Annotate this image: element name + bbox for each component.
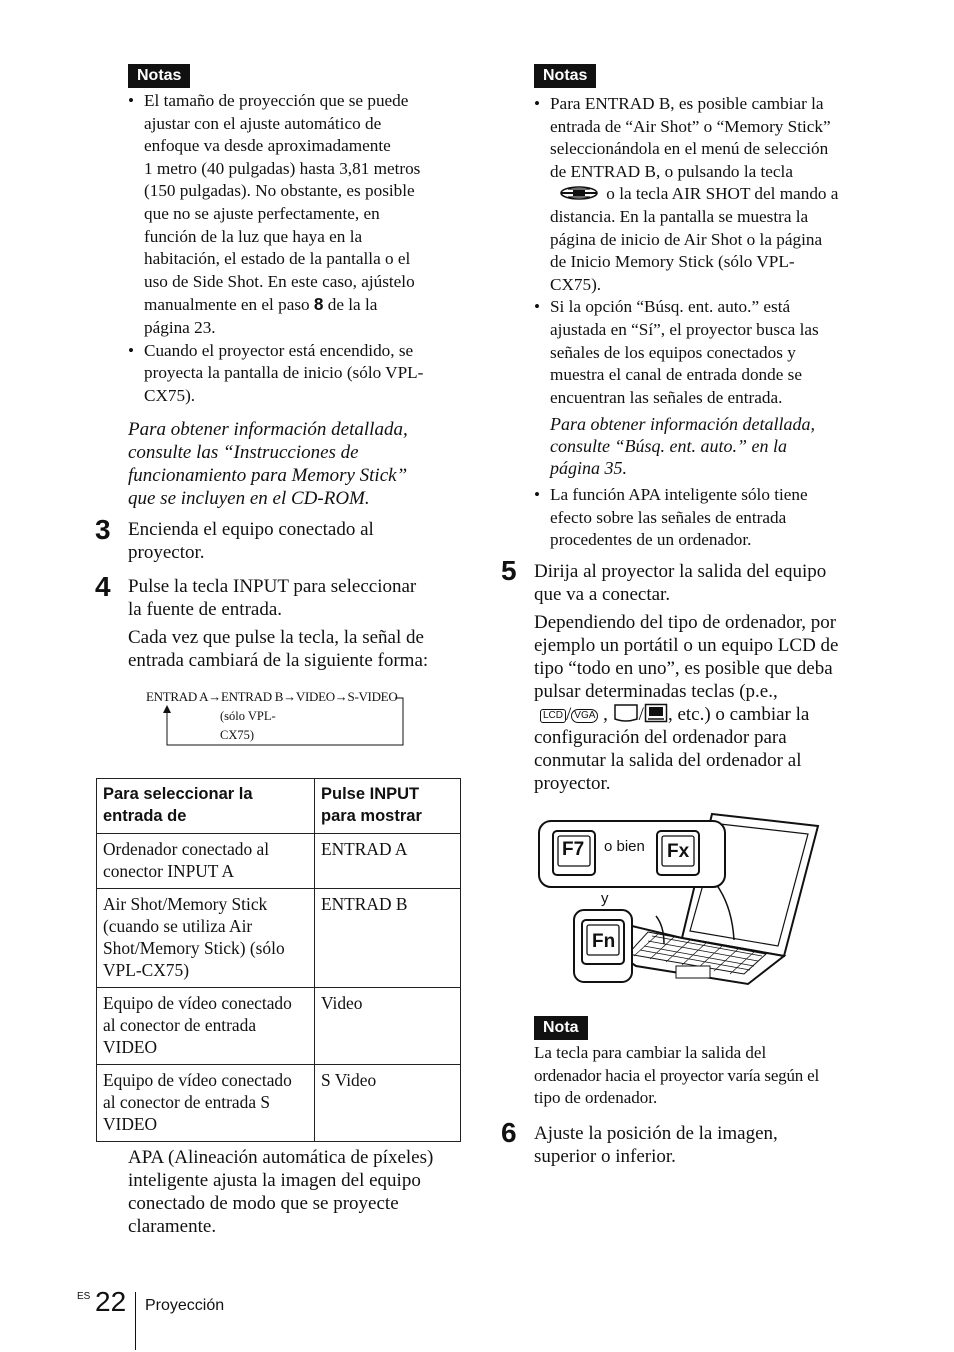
step-3-number: 3 (95, 514, 111, 545)
table-cell: ENTRAD B (315, 889, 461, 988)
step-reference-number: 8 (313, 294, 324, 315)
step-5-text: Dirija al proyector la salida del equipo que va a conectar. (534, 561, 827, 605)
note-item: • Para ENTRAD B, es posible cambiar la entrada de “Air Shot” o “Memory Stick” seleccionándola en el menú de selección de ENTRAD B, o pulsando la tecla o la tecla AIR SHOT del mando a distancia. En la pantalla se muestra la página de inicio de Air Shot o la página de Inicio Memory Stick (sólo VPL- CX75). (534, 93, 874, 296)
vga-key-icon: VGA (571, 709, 598, 723)
step-4-number: 4 (95, 571, 111, 602)
table-cell: Air Shot/Memory Stick (cuando se utiliza Air Shot/Memory Stick) (sólo VPL-CX75) (97, 889, 315, 988)
laptop-illustration (536, 806, 826, 988)
laptop-keys-illustration (536, 806, 826, 988)
cycle-return-arrow (146, 689, 416, 749)
notes-list-right (534, 93, 874, 409)
footer-divider (135, 1292, 136, 1350)
input-cycle-sequence: ENTRAD A→ENTRAD B→VIDEO→S-VIDEO (146, 689, 398, 704)
laptop-screen-icon (644, 704, 668, 725)
step-6-number: 6 (501, 1117, 517, 1148)
lcd-key-icon: LCD (540, 709, 566, 723)
note-item: • El tamaño de proyección que se puede ajustar con el ajuste automático de enfoque va desde aproximadamente 1 metro (40 pulgadas) hasta 3,81 metros (150 pulgadas). No obstante, es posible que no se ajuste perfectamente, en función de la luz que haya en la habitación, el estado de la pantalla o el uso de Side Shot. En este caso, ajústelo manualmente en el paso 8 de la la página 23. (128, 90, 468, 340)
table-row (97, 1065, 461, 1142)
table-header: Pulse INPUT para mostrar (315, 779, 461, 834)
language-code: ES (77, 1291, 91, 1302)
table-cell: ENTRAD A (315, 834, 461, 889)
step-5-number: 5 (501, 555, 517, 586)
monitor-outline-icon (613, 704, 639, 725)
f7-key-label: F7 (562, 839, 585, 860)
table-header-row (97, 779, 461, 834)
fx-key-label: Fx (667, 841, 690, 862)
table-cell: Video (315, 988, 461, 1065)
step-5-subtext: Dependiendo del tipo de ordenador, por ejemplo un portátil o un equipo LCD de tipo “todo en uno”, es posible que deba pulsar determinadas teclas (p.e., LCD / VGA , / , etc.) o cambiar la configuración del ordenador para conmutar la salida del ordenador al proyector. (534, 612, 839, 794)
table-cell: Equipo de vídeo conectado al conector de entrada VIDEO (97, 988, 315, 1065)
notes-list-left (128, 90, 468, 407)
notes-tag-right: Notas (534, 64, 596, 88)
info-reference-right: Para obtener información detallada, consulte “Búsq. ent. auto.” en la página 35. (550, 414, 815, 478)
y-label: y (601, 890, 609, 907)
step-4-subtext: Cada vez que pulse la tecla, la señal de entrada cambiará de la siguiente forma: (128, 627, 429, 671)
o-bien-label: o bien (604, 838, 645, 855)
step-3-text: Encienda el equipo conectado al proyector. (128, 519, 374, 563)
input-cycle-diagram (146, 689, 416, 749)
input-selection-table (96, 778, 461, 1142)
apa-description: APA (Alineación automática de píxeles) inteligente ajusta la imagen del equipo conectado de modo que se proyecte claramente. (128, 1147, 434, 1237)
step-6-text: Ajuste la posición de la imagen, superior o inferior. (534, 1123, 778, 1167)
note-item: • La función APA inteligente sólo tiene efecto sobre las señales de entrada procedentes de un ordenador. (534, 484, 874, 552)
table-row (97, 988, 461, 1065)
table-header: Para seleccionar la entrada de (97, 779, 315, 834)
note-item: • Cuando el proyector está encendido, se proyecta la pantalla de inicio (sólo VPL- CX75). (128, 340, 468, 408)
note-item: • Si la opción “Búsq. ent. auto.” está ajustada en “Sí”, el proyector busca las señales de los equipos conectados y muestra el canal de entrada donde se encuentran las señales de entrada. (534, 296, 874, 409)
memory-stick-key-icon (550, 184, 602, 203)
table-cell: Ordenador conectado al conector INPUT A (97, 834, 315, 889)
table-cell: S Video (315, 1065, 461, 1142)
step-4-text: Pulse la tecla INPUT para seleccionar la fuente de entrada. (128, 576, 417, 620)
section-name: Proyección (145, 1297, 225, 1314)
table-row (97, 834, 461, 889)
table-cell: Equipo de vídeo conectado al conector de entrada S VIDEO (97, 1065, 315, 1142)
info-reference-left: Para obtener información detallada, consulte las “Instrucciones de funcionamiento para Memory Stick” que se incluyen en el CD-ROM. (128, 419, 408, 509)
page-number: 22 (95, 1286, 127, 1317)
table-row (97, 889, 461, 988)
notes-list-right-2 (534, 484, 874, 552)
input-cycle-note: (sólo VPL- CX75) (220, 709, 276, 742)
nota-tag: Nota (534, 1016, 588, 1040)
notes-tag-left: Notas (128, 64, 190, 88)
nota-text: La tecla para cambiar la salida del ordenador hacia el proyector varía según el tipo de ordenador. (534, 1043, 819, 1108)
fn-key-label: Fn (592, 931, 616, 952)
